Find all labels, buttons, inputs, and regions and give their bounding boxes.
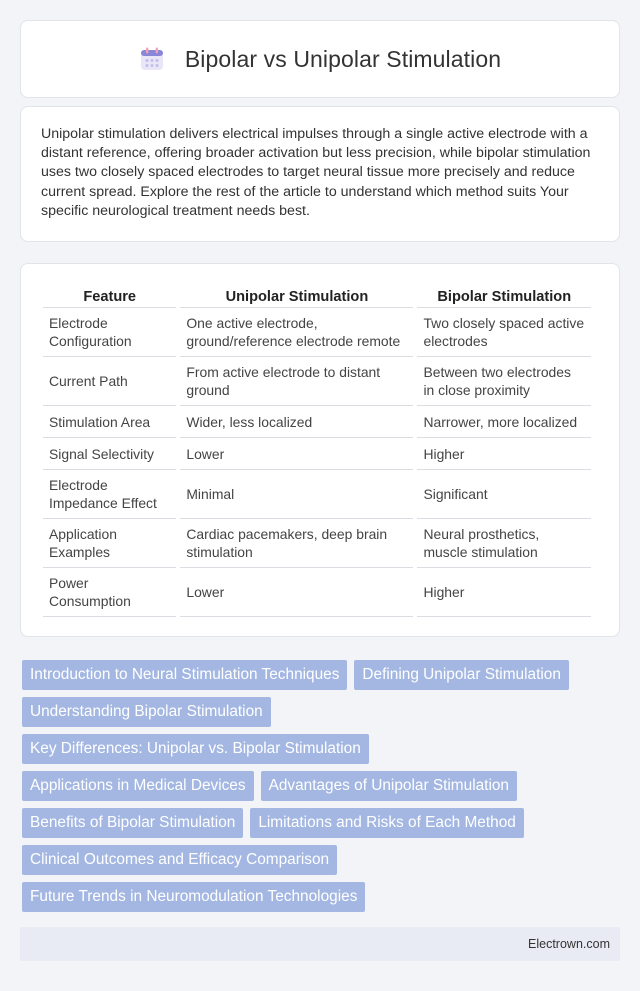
table-row xyxy=(43,568,591,617)
table-cell: Current Path xyxy=(43,357,176,406)
header-bipolar: Bipolar Stimulation xyxy=(417,286,591,308)
table-row xyxy=(43,438,591,470)
tag-link[interactable]: Limitations and Risks of Each Method xyxy=(250,808,524,838)
table-row xyxy=(43,308,591,357)
table-cell: Electrode Configuration xyxy=(43,308,176,357)
table-cell: Higher xyxy=(417,568,591,617)
table-cell: Neural prosthetics, muscle stimulation xyxy=(417,519,591,568)
table-row xyxy=(43,519,591,568)
topic-tags xyxy=(22,660,622,919)
tag-link[interactable]: Benefits of Bipolar Stimulation xyxy=(22,808,243,838)
table-row xyxy=(43,470,591,519)
table-cell: From active electrode to distant ground xyxy=(180,357,413,406)
page-title: Bipolar vs Unipolar Stimulation xyxy=(184,45,502,72)
footer-site[interactable]: Electrown.com xyxy=(528,937,610,951)
tag-link[interactable]: Key Differences: Unipolar vs. Bipolar Stimulation xyxy=(22,734,369,764)
tag-link[interactable]: Clinical Outcomes and Efficacy Comparison xyxy=(22,845,337,875)
tag-link[interactable]: Understanding Bipolar Stimulation xyxy=(22,697,271,727)
table-cell: Power Consumption xyxy=(43,568,176,617)
footer xyxy=(20,927,620,961)
intro-card xyxy=(20,106,620,242)
table-cell: One active electrode, ground/reference electrode remote xyxy=(180,308,413,357)
tag-link[interactable]: Applications in Medical Devices xyxy=(22,771,254,801)
header-feature: Feature xyxy=(43,286,176,308)
table-cell: Significant xyxy=(417,470,591,519)
table-cell: Lower xyxy=(180,438,413,470)
tag-link[interactable]: Advantages of Unipolar Stimulation xyxy=(261,771,517,801)
table-cell: Stimulation Area xyxy=(43,406,176,438)
table-cell: Application Examples xyxy=(43,519,176,568)
tag-link[interactable]: Introduction to Neural Stimulation Techniques xyxy=(22,660,347,690)
intro-text: Unipolar stimulation delivers electrical impulses through a single active electrode with a distant reference, offering broader activation but less precision, while bipolar stimulation uses two closely spaced electrodes to target neural tissue more precisely and reduce current spread. Explore the rest of the article to understand which method suits Your specific neurological treatment needs best. xyxy=(41,126,591,219)
table-cell: Wider, less localized xyxy=(180,406,413,438)
comparison-table-card xyxy=(20,263,620,637)
table-cell: Narrower, more localized xyxy=(417,406,591,438)
calendar-icon xyxy=(139,46,165,72)
table-cell: Between two electrodes in close proximity xyxy=(417,357,591,406)
tag-link[interactable]: Defining Unipolar Stimulation xyxy=(354,660,568,690)
table-cell: Electrode Impedance Effect xyxy=(43,470,176,519)
table-cell: Two closely spaced active electrodes xyxy=(417,308,591,357)
table-row xyxy=(43,357,591,406)
table-cell: Minimal xyxy=(180,470,413,519)
table-cell: Signal Selectivity xyxy=(43,438,176,470)
table-cell: Cardiac pacemakers, deep brain stimulation xyxy=(180,519,413,568)
title-card xyxy=(20,20,620,98)
table-cell: Higher xyxy=(417,438,591,470)
tag-link[interactable]: Future Trends in Neuromodulation Technologies xyxy=(22,882,365,912)
header-unipolar: Unipolar Stimulation xyxy=(180,286,413,308)
table-row xyxy=(43,406,591,438)
comparison-table xyxy=(39,286,595,617)
table-cell: Lower xyxy=(180,568,413,617)
